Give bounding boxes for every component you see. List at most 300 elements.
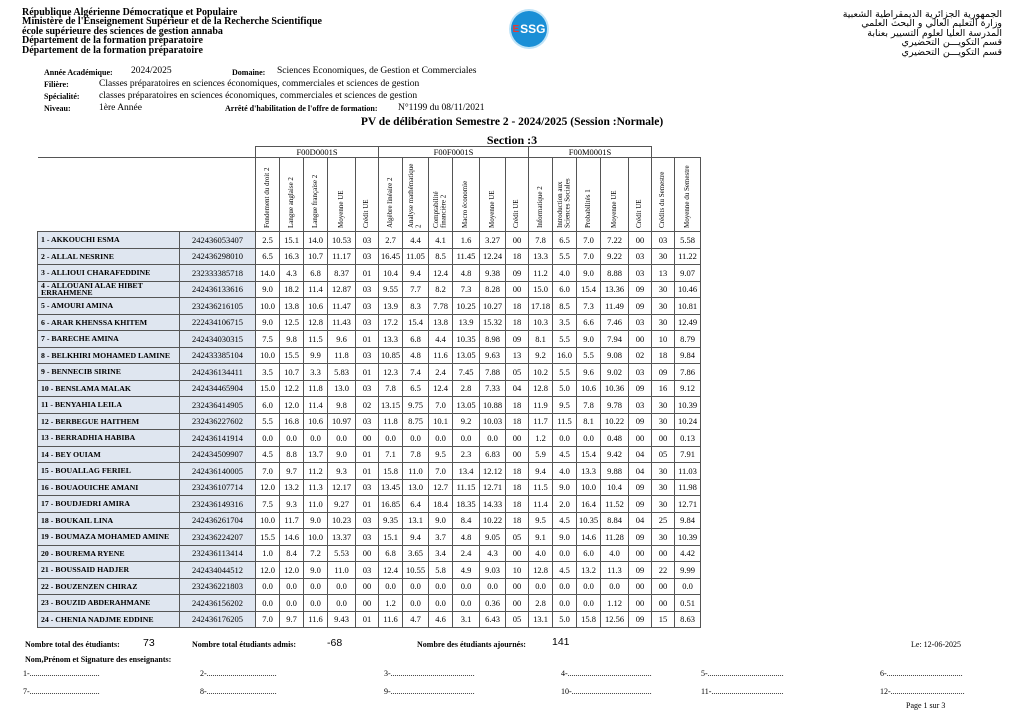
- grade-cell: 10.88: [480, 397, 506, 414]
- student-name: 19 - BOUMAZA MOHAMED AMINE: [38, 529, 180, 546]
- grade-cell: 13.37: [328, 529, 356, 546]
- grade-cell: 02: [356, 397, 379, 414]
- grade-cell: 0.0: [403, 595, 429, 612]
- grade-cell: 13.05: [453, 397, 480, 414]
- grade-cell: 18: [506, 397, 529, 414]
- grade-cell: 7.0: [429, 397, 453, 414]
- grade-cell: 9.7: [280, 463, 304, 480]
- grade-cell: 13.1: [403, 512, 429, 529]
- grade-cell: 00: [506, 281, 529, 298]
- grade-cell: 11.43: [328, 314, 356, 331]
- grade-cell: 1.12: [601, 595, 629, 612]
- grade-cell: 12.24: [480, 248, 506, 265]
- semester-average: 9.12: [675, 380, 701, 397]
- header-ar-school: المدرسة العليا لعلوم التسيير بعنابة: [867, 27, 1002, 39]
- grade-cell: 12.0: [280, 562, 304, 579]
- semester-average: 11.98: [675, 479, 701, 496]
- grade-cell: 9.02: [601, 364, 629, 381]
- semester-average: 12.71: [675, 496, 701, 513]
- semester-credits: 30: [652, 413, 675, 430]
- filiere-label: Filière:: [44, 80, 69, 89]
- grade-cell: 01: [356, 265, 379, 282]
- grade-cell: 11.5: [304, 331, 328, 348]
- grade-cell: 9.9: [304, 347, 328, 364]
- grade-cell: 7.1: [379, 446, 403, 463]
- grade-cell: 12.4: [379, 562, 403, 579]
- grade-cell: 05: [506, 529, 529, 546]
- grade-cell: 1.2: [529, 430, 553, 447]
- grade-cell: 13.9: [379, 298, 403, 315]
- header-ar-republic: الجمهورية الجزائرية الديمقراطية الشعبية: [842, 9, 1002, 20]
- grade-cell: 4.0: [553, 265, 577, 282]
- grade-cell: 0.0: [553, 430, 577, 447]
- domaine-label: Domaine:: [232, 68, 266, 77]
- column-header: Moyenne UE: [480, 158, 506, 232]
- grade-cell: 11.28: [601, 529, 629, 546]
- grade-cell: 13.2: [577, 562, 601, 579]
- grade-cell: 4.3: [480, 545, 506, 562]
- grade-cell: 12.7: [429, 479, 453, 496]
- grade-cell: 8.84: [601, 512, 629, 529]
- column-header: Macro économie: [453, 158, 480, 232]
- column-header: Moyenne du Semestre: [675, 158, 701, 232]
- grade-cell: 9.27: [328, 496, 356, 513]
- grade-cell: 11.6: [379, 611, 403, 628]
- grade-cell: 7.78: [429, 298, 453, 315]
- annee-value: 2024/2025: [131, 66, 172, 76]
- grade-cell: 14.6: [280, 529, 304, 546]
- grade-cell: 12.0: [256, 479, 280, 496]
- grade-cell: 0.0: [553, 578, 577, 595]
- grade-cell: 1.6: [453, 232, 480, 249]
- semester-credits: 09: [652, 364, 675, 381]
- grade-cell: 0.0: [379, 430, 403, 447]
- grade-cell: 16.4: [577, 496, 601, 513]
- student-row: [38, 430, 701, 447]
- grade-cell: 01: [356, 611, 379, 628]
- student-name: 20 - BOUREMA RYENE: [38, 545, 180, 562]
- grade-cell: 09: [629, 281, 652, 298]
- semester-average: 9.99: [675, 562, 701, 579]
- grade-cell: 9.8: [280, 331, 304, 348]
- grade-cell: 15.4: [403, 314, 429, 331]
- semester-average: 0.51: [675, 595, 701, 612]
- student-name: 14 - BEY OUIAM: [38, 446, 180, 463]
- grade-cell: 01: [356, 364, 379, 381]
- column-header: Comptabilité financière 2: [429, 158, 453, 232]
- column-header: Probabilités 1: [577, 158, 601, 232]
- grade-cell: 03: [356, 314, 379, 331]
- grade-cell: 8.8: [280, 446, 304, 463]
- grade-cell: 11.15: [453, 479, 480, 496]
- grade-cell: 03: [629, 397, 652, 414]
- student-row: [38, 611, 701, 628]
- student-matricule: 222434106715: [180, 314, 256, 331]
- grade-cell: 7.7: [403, 281, 429, 298]
- grade-cell: 16.45: [379, 248, 403, 265]
- column-header: Algèbre linéaire 2: [379, 158, 403, 232]
- student-row: [38, 512, 701, 529]
- grade-cell: 12.8: [529, 562, 553, 579]
- grade-cell: 16.0: [553, 347, 577, 364]
- column-header: Informatique 2: [529, 158, 553, 232]
- semester-credits: 00: [652, 578, 675, 595]
- signature-line: 8-...................................: [200, 687, 277, 696]
- grade-cell: 4.5: [553, 512, 577, 529]
- grade-cell: 11.05: [403, 248, 429, 265]
- grade-cell: 18: [506, 463, 529, 480]
- student-matricule: 232333385718: [180, 265, 256, 282]
- grade-cell: 00: [629, 578, 652, 595]
- student-name: 3 - ALLIOUI CHARAFEDDINE: [38, 265, 180, 282]
- domaine-value: Sciences Economiques, de Gestion et Commerciales: [277, 66, 477, 76]
- semester-credits: 03: [652, 232, 675, 249]
- signature-label: Nom,Prénom et Signature des enseignants:: [25, 655, 172, 664]
- grade-cell: 13.9: [453, 314, 480, 331]
- grade-cell: 10.1: [429, 413, 453, 430]
- grade-cell: 01: [356, 463, 379, 480]
- grade-cell: 04: [629, 463, 652, 480]
- grade-cell: 0.0: [304, 595, 328, 612]
- grade-cell: 6.83: [480, 446, 506, 463]
- grade-cell: 9.0: [256, 314, 280, 331]
- grade-cell: 00: [506, 430, 529, 447]
- grade-cell: 4.4: [403, 232, 429, 249]
- grade-cell: 5.83: [328, 364, 356, 381]
- grade-cell: 9.0: [553, 529, 577, 546]
- admitted-value: -68: [327, 637, 343, 649]
- grade-cell: 3.4: [429, 545, 453, 562]
- grade-cell: 2.8: [453, 380, 480, 397]
- grade-cell: 00: [506, 578, 529, 595]
- grade-cell: 09: [629, 496, 652, 513]
- grade-cell: 09: [629, 413, 652, 430]
- grade-cell: 18.4: [429, 496, 453, 513]
- student-row: [38, 446, 701, 463]
- student-matricule: 232436227602: [180, 413, 256, 430]
- grade-cell: 13.0: [328, 380, 356, 397]
- grade-cell: 15.8: [577, 611, 601, 628]
- student-matricule: 242433385104: [180, 347, 256, 364]
- grade-cell: 1.2: [379, 595, 403, 612]
- grade-cell: 18: [506, 248, 529, 265]
- grade-cell: 09: [506, 265, 529, 282]
- student-row: [38, 331, 701, 348]
- grade-cell: 4.5: [553, 562, 577, 579]
- grade-cell: 0.0: [453, 595, 480, 612]
- total-students-label: Nombre total des étudiants:: [25, 640, 120, 649]
- annee-label: Année Académique:: [44, 68, 113, 77]
- grade-cell: 8.88: [601, 265, 629, 282]
- grade-cell: 03: [629, 248, 652, 265]
- grade-cell: 11.6: [304, 611, 328, 628]
- student-row: [38, 562, 701, 579]
- student-matricule: 242434044512: [180, 562, 256, 579]
- student-matricule: 232436113414: [180, 545, 256, 562]
- grade-cell: 00: [506, 545, 529, 562]
- grade-cell: 7.0: [256, 611, 280, 628]
- grade-cell: 3.5: [256, 364, 280, 381]
- grade-cell: 9.88: [601, 463, 629, 480]
- grade-cell: 12.5: [280, 314, 304, 331]
- student-name: 2 - ALLAL NESRINE: [38, 248, 180, 265]
- header-school: école supérieure des sciences de gestion annaba: [22, 25, 223, 37]
- grade-cell: 03: [629, 265, 652, 282]
- grade-cell: 03: [356, 479, 379, 496]
- grade-cell: 18.35: [453, 496, 480, 513]
- signature-line: 6-......................................: [880, 669, 963, 678]
- student-name: 10 - BENSLAMA MALAK: [38, 380, 180, 397]
- semester-average: 5.58: [675, 232, 701, 249]
- grade-cell: 11.3: [601, 562, 629, 579]
- grade-cell: 4.8: [403, 347, 429, 364]
- column-header: Analyse mathématique 2: [403, 158, 429, 232]
- grade-cell: 01: [356, 496, 379, 513]
- grade-cell: 00: [629, 331, 652, 348]
- grade-cell: 11.8: [379, 413, 403, 430]
- grade-cell: 12.8: [304, 314, 328, 331]
- grade-cell: 0.0: [453, 578, 480, 595]
- grade-cell: 9.8: [328, 397, 356, 414]
- grade-cell: 13.0: [403, 479, 429, 496]
- specialite-label: Spécialité:: [44, 92, 80, 101]
- student-row: [38, 248, 701, 265]
- student-name: 11 - BENYAHIA LEILA: [38, 397, 180, 414]
- grade-cell: 3.7: [429, 529, 453, 546]
- grade-cell: 15.4: [577, 446, 601, 463]
- grade-cell: 16.3: [280, 248, 304, 265]
- student-row: [38, 347, 701, 364]
- grade-cell: 03: [356, 512, 379, 529]
- grade-cell: 10.35: [577, 512, 601, 529]
- grade-cell: 1.0: [256, 545, 280, 562]
- grade-cell: 12.8: [529, 380, 553, 397]
- grade-cell: 11.0: [328, 562, 356, 579]
- grade-cell: 0.0: [328, 578, 356, 595]
- grade-cell: 2.4: [453, 545, 480, 562]
- grade-cell: 4.5: [256, 446, 280, 463]
- column-header: Crédit UE: [356, 158, 379, 232]
- grade-cell: 6.0: [256, 397, 280, 414]
- student-matricule: 242436053407: [180, 232, 256, 249]
- grade-cell: 14.0: [304, 232, 328, 249]
- semester-average: 7.86: [675, 364, 701, 381]
- grade-cell: 9.3: [280, 496, 304, 513]
- student-name: 6 - ARAR KHENSSA KHITEM: [38, 314, 180, 331]
- grade-cell: 4.5: [553, 446, 577, 463]
- grade-cell: 0.0: [328, 430, 356, 447]
- grade-cell: 13: [506, 347, 529, 364]
- grade-cell: 2.7: [379, 232, 403, 249]
- student-row: [38, 413, 701, 430]
- grade-cell: 7.8: [379, 380, 403, 397]
- student-matricule: 242434030315: [180, 331, 256, 348]
- semester-credits: 13: [652, 265, 675, 282]
- grade-cell: 8.5: [553, 298, 577, 315]
- header-ar-ministry: وزارة التعليم العالي و البحث العلمي: [861, 18, 1002, 30]
- niveau-value: 1ère Année: [99, 103, 142, 113]
- student-name: 16 - BOUAOUICHE AMANI: [38, 479, 180, 496]
- grade-cell: 9.75: [403, 397, 429, 414]
- signature-line: 2-...................................: [200, 669, 277, 678]
- header-right: [843, 10, 1002, 57]
- arrete-value: N°1199 du 08/11/2021: [398, 103, 485, 113]
- grade-cell: 12.0: [256, 562, 280, 579]
- grade-cell: 10.6: [577, 380, 601, 397]
- header-ar-department-2: قسم التكويـــن التحضيري: [901, 46, 1002, 58]
- grade-cell: 9.0: [429, 512, 453, 529]
- grade-cell: 9.63: [480, 347, 506, 364]
- grade-cell: 8.98: [480, 331, 506, 348]
- grade-cell: 09: [629, 529, 652, 546]
- grade-cell: 9.2: [453, 413, 480, 430]
- grade-cell: 03: [356, 562, 379, 579]
- grade-cell: 00: [506, 232, 529, 249]
- grade-cell: 13.45: [379, 479, 403, 496]
- column-header: Crédit UE: [506, 158, 529, 232]
- grade-cell: 0.0: [480, 430, 506, 447]
- column-header: Crédit UE: [629, 158, 652, 232]
- grade-cell: 9.4: [529, 463, 553, 480]
- signature-line: 3-..........................................: [384, 669, 475, 678]
- grade-cell: 10.3: [529, 314, 553, 331]
- grade-cell: 15.4: [577, 281, 601, 298]
- grade-cell: 0.0: [553, 595, 577, 612]
- grade-cell: 7.2: [304, 545, 328, 562]
- grade-cell: 10.36: [601, 380, 629, 397]
- grade-cell: 9.6: [328, 331, 356, 348]
- grade-cell: 03: [629, 364, 652, 381]
- semester-average: 0.13: [675, 430, 701, 447]
- grade-cell: 11.7: [529, 413, 553, 430]
- grade-cell: 6.0: [577, 545, 601, 562]
- grade-cell: 0.0: [403, 578, 429, 595]
- grade-cell: 7.45: [453, 364, 480, 381]
- student-matricule: 242436298010: [180, 248, 256, 265]
- grade-cell: 10.0: [256, 512, 280, 529]
- grade-cell: 10.0: [304, 529, 328, 546]
- grade-cell: 10.6: [304, 413, 328, 430]
- grade-cell: 0.0: [379, 578, 403, 595]
- specialite-value: classes préparatoires en sciences économiques, commerciales et sciences de gestion: [99, 91, 418, 101]
- header-ministry: Ministère de l'Enseignement Supérieur et de la Recherche Scientifique: [22, 16, 322, 28]
- grade-cell: 9.0: [304, 562, 328, 579]
- grade-cell: 12.2: [280, 380, 304, 397]
- grade-cell: 4.8: [453, 265, 480, 282]
- grade-cell: 17.2: [379, 314, 403, 331]
- grade-cell: 0.0: [529, 578, 553, 595]
- student-row: [38, 479, 701, 496]
- grade-cell: 8.75: [403, 413, 429, 430]
- grade-cell: 13.3: [379, 331, 403, 348]
- semester-credits: 30: [652, 496, 675, 513]
- grade-cell: 5.5: [553, 364, 577, 381]
- student-name: 8 - BELKHIRI MOHAMED LAMINE: [38, 347, 180, 364]
- grade-cell: 13.3: [529, 248, 553, 265]
- grade-cell: 13.3: [577, 463, 601, 480]
- grade-cell: 8.1: [529, 331, 553, 348]
- grade-cell: 10.4: [379, 265, 403, 282]
- grade-cell: 3.5: [553, 314, 577, 331]
- student-matricule: 242434465904: [180, 380, 256, 397]
- column-header: Introduction aux Sciences Sociales: [553, 158, 577, 232]
- grade-cell: 11.47: [328, 298, 356, 315]
- grade-cell: 6.5: [553, 232, 577, 249]
- column-header: Fondement du droit 2: [256, 158, 280, 232]
- grade-cell: 9.42: [601, 446, 629, 463]
- grade-cell: 0.0: [429, 430, 453, 447]
- grade-cell: 9.0: [256, 281, 280, 298]
- grade-cell: 10.22: [601, 413, 629, 430]
- student-row: [38, 314, 701, 331]
- grade-cell: 18: [506, 479, 529, 496]
- grade-cell: 4.6: [429, 611, 453, 628]
- grade-cell: 11.3: [304, 479, 328, 496]
- grade-cell: 5.8: [429, 562, 453, 579]
- grade-cell: 11.5: [553, 413, 577, 430]
- grade-cell: 03: [356, 298, 379, 315]
- grade-cell: 7.22: [601, 232, 629, 249]
- grade-cell: 0.0: [553, 545, 577, 562]
- grade-cell: 0.0: [328, 595, 356, 612]
- section-label: Section :3: [486, 133, 538, 147]
- grade-cell: 0.48: [601, 430, 629, 447]
- student-matricule: 242436133616: [180, 281, 256, 298]
- deliberation-table: [37, 146, 701, 628]
- student-matricule: 232436224207: [180, 529, 256, 546]
- grade-cell: 7.0: [429, 463, 453, 480]
- grade-cell: 11.49: [601, 298, 629, 315]
- grade-cell: 13.05: [453, 347, 480, 364]
- grade-cell: 04: [506, 380, 529, 397]
- grade-cell: 00: [629, 545, 652, 562]
- grade-cell: 10.4: [601, 479, 629, 496]
- column-header: Crédits du Semestre: [652, 158, 675, 232]
- grade-cell: 2.8: [529, 595, 553, 612]
- grade-cell: 9.05: [480, 529, 506, 546]
- student-name: 12 - BERBEGUE HAITHEM: [38, 413, 180, 430]
- grade-cell: 6.5: [403, 380, 429, 397]
- semester-credits: 00: [652, 545, 675, 562]
- student-name: 4 - ALLOUANI ALAE HIBET ERRAHMENE: [38, 281, 180, 298]
- grade-cell: 18: [506, 496, 529, 513]
- student-name: 17 - BOUDJEDRI AMIRA: [38, 496, 180, 513]
- grade-cell: 3.1: [453, 611, 480, 628]
- niveau-label: Niveau:: [44, 104, 71, 113]
- grade-cell: 10.6: [304, 298, 328, 315]
- grade-cell: 7.5: [256, 496, 280, 513]
- grade-cell: 9.7: [280, 611, 304, 628]
- grade-cell: 09: [629, 298, 652, 315]
- grade-cell: 0.0: [256, 578, 280, 595]
- grade-cell: 09: [629, 380, 652, 397]
- grade-cell: 11.7: [280, 512, 304, 529]
- grade-cell: 11.0: [304, 496, 328, 513]
- grade-cell: 03: [356, 232, 379, 249]
- grade-cell: 6.8: [403, 331, 429, 348]
- total-students-value: 73: [143, 637, 155, 649]
- semester-credits: 00: [652, 595, 675, 612]
- grade-cell: 09: [506, 331, 529, 348]
- grade-cell: 9.2: [529, 347, 553, 364]
- grade-cell: 11.8: [328, 347, 356, 364]
- semester-credits: 16: [652, 380, 675, 397]
- semester-credits: 30: [652, 314, 675, 331]
- module-header: F00D0001S: [256, 147, 379, 158]
- semester-average: 12.49: [675, 314, 701, 331]
- grade-cell: 0.0: [577, 595, 601, 612]
- student-name: 13 - BERRADHIA HABIBA: [38, 430, 180, 447]
